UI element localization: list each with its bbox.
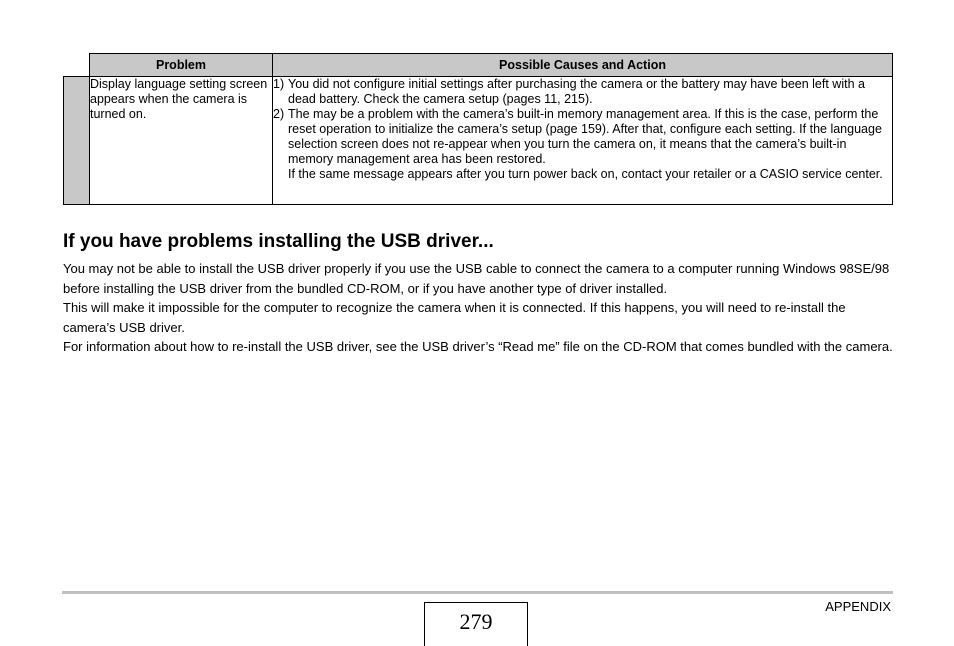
problem-cell: Display language setting screen appears when the camera is turned on. (90, 77, 273, 205)
cause-extra-text: If the same message appears after you turn power back on, contact your retailer or a CASIO service center. (288, 167, 883, 181)
cause-item-1 (273, 77, 892, 107)
cause-item-2 (273, 107, 892, 182)
cause-text: You did not configure initial settings after purchasing the camera or the battery may have been left with a dead battery. Check the camera setup (pages 11, 215). (288, 77, 865, 106)
body-paragraph: For information about how to re-install the USB driver, see the USB driver’s “Read me” file on the CD-ROM that comes bundled with the camera. (63, 339, 893, 355)
body-paragraph: This will make it impossible for the computer to recognize the camera when it is connected. If this happens, you will need to re-install the camera’s USB driver. (63, 300, 846, 335)
section-label: APPENDIX (825, 599, 891, 614)
page-number: 279 (424, 602, 528, 646)
cause-number: 1) (273, 77, 285, 91)
table-header-row (64, 54, 893, 77)
cause-number: 2) (273, 107, 285, 121)
cause-list (273, 77, 892, 182)
header-problem: Problem (90, 54, 273, 77)
footer-rule (62, 591, 893, 594)
header-causes: Possible Causes and Action (273, 54, 893, 77)
causes-cell (273, 77, 893, 205)
side-tab (64, 77, 90, 205)
section-title: If you have problems installing the USB driver... (63, 231, 494, 252)
header-spacer (64, 54, 90, 77)
table-row (64, 77, 893, 205)
body-paragraph: You may not be able to install the USB driver properly if you use the USB cable to connect the camera to a computer running Windows 98SE/98 before installing the USB driver from the bundled CD-ROM, or if you have another type of driver installed. (63, 261, 890, 296)
section-body (63, 259, 893, 357)
cause-text: The may be a problem with the camera’s built-in memory management area. If this is the case, perform the reset operation to initialize the camera’s setup (page 159). After that, configure each setting. If the language selection screen does not re-appear when you turn the camera on, it means that the camera’s built-in memory management area has been restored. (288, 107, 882, 166)
troubleshooting-table (63, 53, 893, 205)
